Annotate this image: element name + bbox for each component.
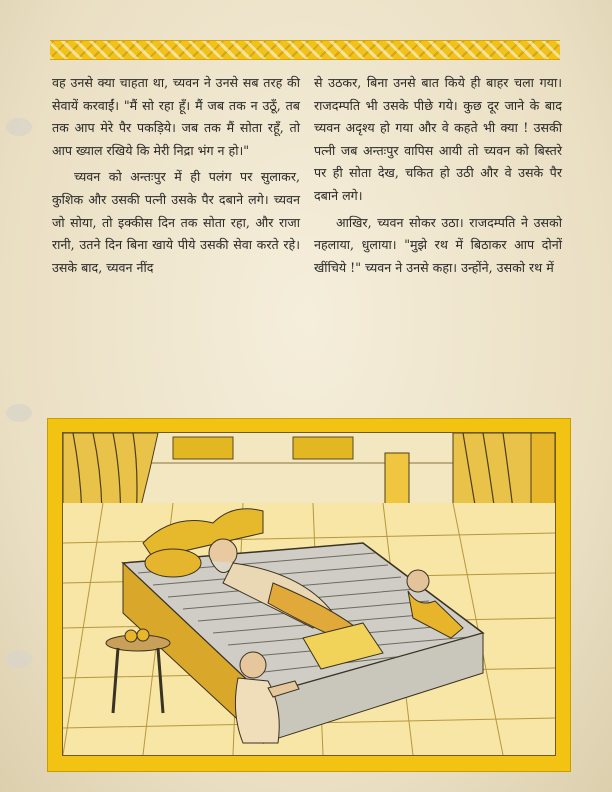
paragraph: च्यवन को अन्तःपुर में ही पलंग पर सुलाकर, कुशिक और उसकी पत्नी उसके पैर दबाने लगे। च्यवन जो सोया, तो इक्कीस दिन तक सोता रहा, और राजा रानी, उतने दिन बिना खाये पीये उसकी सेवा करते रहे। उसके बाद, च्यवन नींद xyxy=(52,169,300,275)
punch-hole-mark xyxy=(6,650,32,668)
text-column-left xyxy=(52,72,300,283)
decorative-top-border xyxy=(50,40,560,60)
text-column-right xyxy=(314,72,562,283)
punch-hole-mark xyxy=(6,118,32,136)
illustration-drawing xyxy=(63,433,555,755)
punch-hole-mark xyxy=(6,404,32,422)
paragraph: से उठकर, बिना उनसे बात किये ही बाहर चला गया। राजदम्पति भी उसके पीछे गये। कुछ दूर जाने के बाद च्यवन अदृश्य हो गया और वे कहते भी क्या ! उसकी पत्नी जब अन्तःपुर वापिस आयी तो च्यवन को बिस्तरे पर ही सोता देख, चकित हो उठी और वे उसके पैर दबाने लगे। xyxy=(314,75,562,203)
illustration-sage-on-bed xyxy=(62,432,556,756)
paragraph: आखिर, च्यवन सोकर उठा। राजदम्पति ने उसको नहलाया, धुलाया। "मुझे रथ में बिठाकर आप दोनों खींचिये !" च्यवन ने उनसे कहा। उन्होंने, उसको रथ में xyxy=(314,214,562,275)
paragraph: वह उनसे क्या चाहता था, च्यवन ने उनसे सब तरह की सेवायें करवाईं। "मैं सो रहा हूँ। मैं जब तक न उठूँ, तब तक आप मेरे पैर पकड़िये। जब तक मैं सोता रहूँ, तो आप ख्याल रखिये कि मेरी निद्रा भंग न हो।" xyxy=(52,75,300,158)
